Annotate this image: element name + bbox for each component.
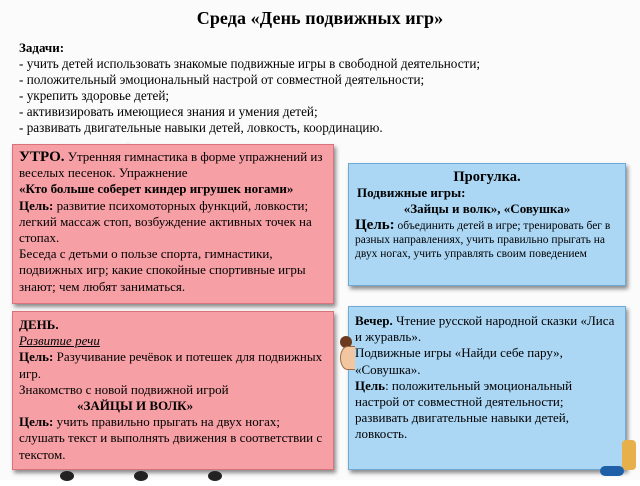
walk-goal-text: объединить детей в игре; тренировать бег в разных направлениях, учить правильно прыгать на двух ногах, учить управлять своим поведением — [355, 219, 611, 260]
day-speech-topic: Развитие речи — [19, 333, 100, 349]
tasks-heading: Задачи: — [19, 40, 65, 55]
walk-goal-label: Цель: — [355, 216, 395, 233]
evening-goal-label: Цель — [355, 377, 386, 393]
walk-games-label: Подвижные игры: — [357, 185, 466, 201]
walk-label: Прогулка. — [453, 169, 521, 185]
child-figure-decoration — [622, 440, 636, 470]
morning-text: Утренняя гимнастика в форме упражнений из веселых песенок. Упражнение — [19, 149, 323, 181]
evening-text1: Чтение русской народной сказки «Лиса и журавль». — [355, 313, 615, 345]
walk-games: «Зайцы и волк», «Совушка» — [403, 201, 571, 217]
shoes-decoration — [60, 468, 320, 480]
day-game: «ЗАЙЦЫ И ВОЛК» — [77, 398, 194, 414]
day-goal1-label: Цель: — [19, 349, 54, 365]
day-goal1-text: Разучивание речёвок и потешек для подвижных игр. — [19, 349, 323, 381]
day-goal2-label: Цель: — [19, 414, 54, 430]
morning-label: УТРО. — [19, 149, 65, 165]
tasks-section — [19, 40, 619, 136]
task-item: - активизировать имеющиеся знания и умения детей; — [19, 104, 318, 119]
evening-box — [348, 306, 626, 470]
child-face-decoration — [340, 346, 355, 370]
task-item: - учить детей использовать знакомые подвижные игры в свободной деятельности; — [19, 56, 481, 71]
evening-label: Вечер. — [355, 313, 393, 328]
task-item: - положительный эмоциональный настрой от совместной деятельности; — [19, 72, 425, 87]
evening-text2: Подвижные игры «Найди себе пару», «Совушка». — [355, 345, 563, 377]
morning-conversation: Беседа с детьми о пользе спорта, гимнастики, подвижных игр; какие спокойные спортивные игры знают; чем любят заниматься. — [19, 246, 306, 294]
day-label: ДЕНЬ. — [19, 317, 59, 332]
task-item: - развивать двигательные навыки детей, ловкость, координацию. — [19, 120, 383, 135]
day-goal2-text: учить правильно прыгать на двух ногах; слушать текст и выполнять движения в соответствии с текстом. — [19, 414, 323, 462]
day-intro: Знакомство с новой подвижной игрой — [19, 381, 229, 397]
morning-goal-text: развитие психомоторных функций, ловкости; легкий массаж стоп, возбуждение активных точек на стопах. — [19, 197, 312, 246]
walk-box — [348, 163, 626, 286]
morning-exercise: «Кто больше соберет киндер игрушек ногами» — [19, 181, 294, 197]
page-title: Среда «День подвижных игр» — [196, 8, 444, 28]
task-item: - укрепить здоровье детей; — [19, 88, 170, 103]
morning-box — [12, 144, 334, 304]
day-box — [12, 311, 334, 470]
evening-goal-text: : положительный эмоциональный настрой от совместной деятельности; развивать двигательные навыки детей, ловкость. — [355, 377, 573, 442]
shoe-decoration — [600, 466, 624, 476]
morning-goal-label: Цель: — [19, 197, 54, 213]
